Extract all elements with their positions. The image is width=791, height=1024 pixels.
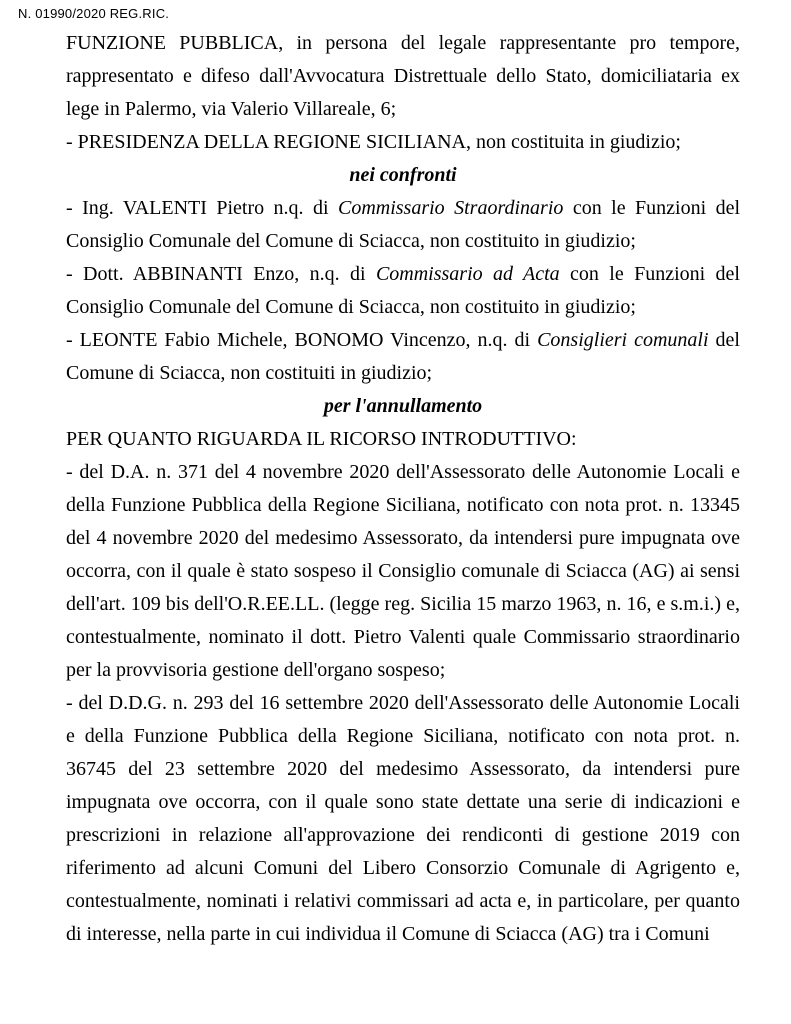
case-number: N. 01990/2020 REG.RIC. xyxy=(18,6,170,21)
text-run: PER QUANTO RIGUARDA IL RICORSO INTRODUTTIVO: xyxy=(66,428,577,450)
section-heading xyxy=(66,390,740,423)
text-run: del Comune di Sciacca, non costituiti in giudizio; xyxy=(66,329,740,384)
section-heading xyxy=(66,159,740,192)
text-run: Commissario Straordinario xyxy=(337,197,564,219)
text-run: - del D.A. n. 371 del 4 novembre 2020 dell'Assessorato delle Autonomie Locali e della Funzione Pubblica della Regione Siciliana, notificato con nota prot. n. 13345 del 4 novembre 2020 del medesimo Assessorato, da intendersi pure impugnata ove occorra, con il quale è stato sospeso il Consiglio comunale di Sciacca (AG) ai sensi dell'art. 109 bis dell'O.R.EE.LL. (legge reg. Sicilia 15 marzo 1963, n. 16, e s.m.i.) e, contestualmente, nominato il dott. Pietro Valenti quale Commissario straordinario per la provvisoria gestione dell'organo sospeso; xyxy=(66,461,740,681)
text-run: - Ing. VALENTI Pietro n.q. di xyxy=(66,197,338,219)
paragraph xyxy=(66,687,740,951)
text-run: per l'annullamento xyxy=(323,395,483,417)
paragraph xyxy=(66,192,740,258)
paragraph xyxy=(66,126,740,159)
text-run: Consiglieri comunali xyxy=(537,329,709,351)
document-body xyxy=(66,27,740,951)
text-run: con le Funzioni del Consiglio Comunale del Comune di Sciacca, non costituito in giudizio; xyxy=(66,197,740,252)
text-run: con le Funzioni del Consiglio Comunale del Comune di Sciacca, non costituito in giudizio; xyxy=(66,263,740,318)
paragraph xyxy=(66,423,740,456)
paragraph xyxy=(66,456,740,687)
text-run: - PRESIDENZA DELLA REGIONE SICILIANA, non costituita in giudizio; xyxy=(66,131,681,153)
paragraph xyxy=(66,324,740,390)
text-run: Commissario ad Acta xyxy=(375,263,560,285)
paragraph xyxy=(66,258,740,324)
text-run: nei confronti xyxy=(349,164,457,186)
text-run: - LEONTE Fabio Michele, BONOMO Vincenzo, n.q. di xyxy=(66,329,538,351)
text-run: - Dott. ABBINANTI Enzo, n.q. di xyxy=(66,263,376,285)
paragraph xyxy=(66,27,740,126)
text-run: - del D.D.G. n. 293 del 16 settembre 2020 dell'Assessorato delle Autonomie Locali e della Funzione Pubblica della Regione Siciliana, notificato con nota prot. n. 36745 del 23 settembre 2020 del medesimo Assessorato, da intendersi pure impugnata ove occorra, con il quale sono state dettate una serie di indicazioni e prescrizioni in relazione all'approvazione dei rendiconti di gestione 2019 con riferimento ad alcuni Comuni del Libero Consorzio Comunale di Agrigento e, contestualmente, nominati i relativi commissari ad acta e, in particolare, per quanto di interesse, nella parte in cui individua il Comune di Sciacca (AG) tra i Comuni xyxy=(66,692,740,945)
text-run: FUNZIONE PUBBLICA, in persona del legale rappresentante pro tempore, rappresentato e difeso dall'Avvocatura Distrettuale dello Stato, domiciliataria ex lege in Palermo, via Valerio Villareale, 6; xyxy=(66,32,740,120)
